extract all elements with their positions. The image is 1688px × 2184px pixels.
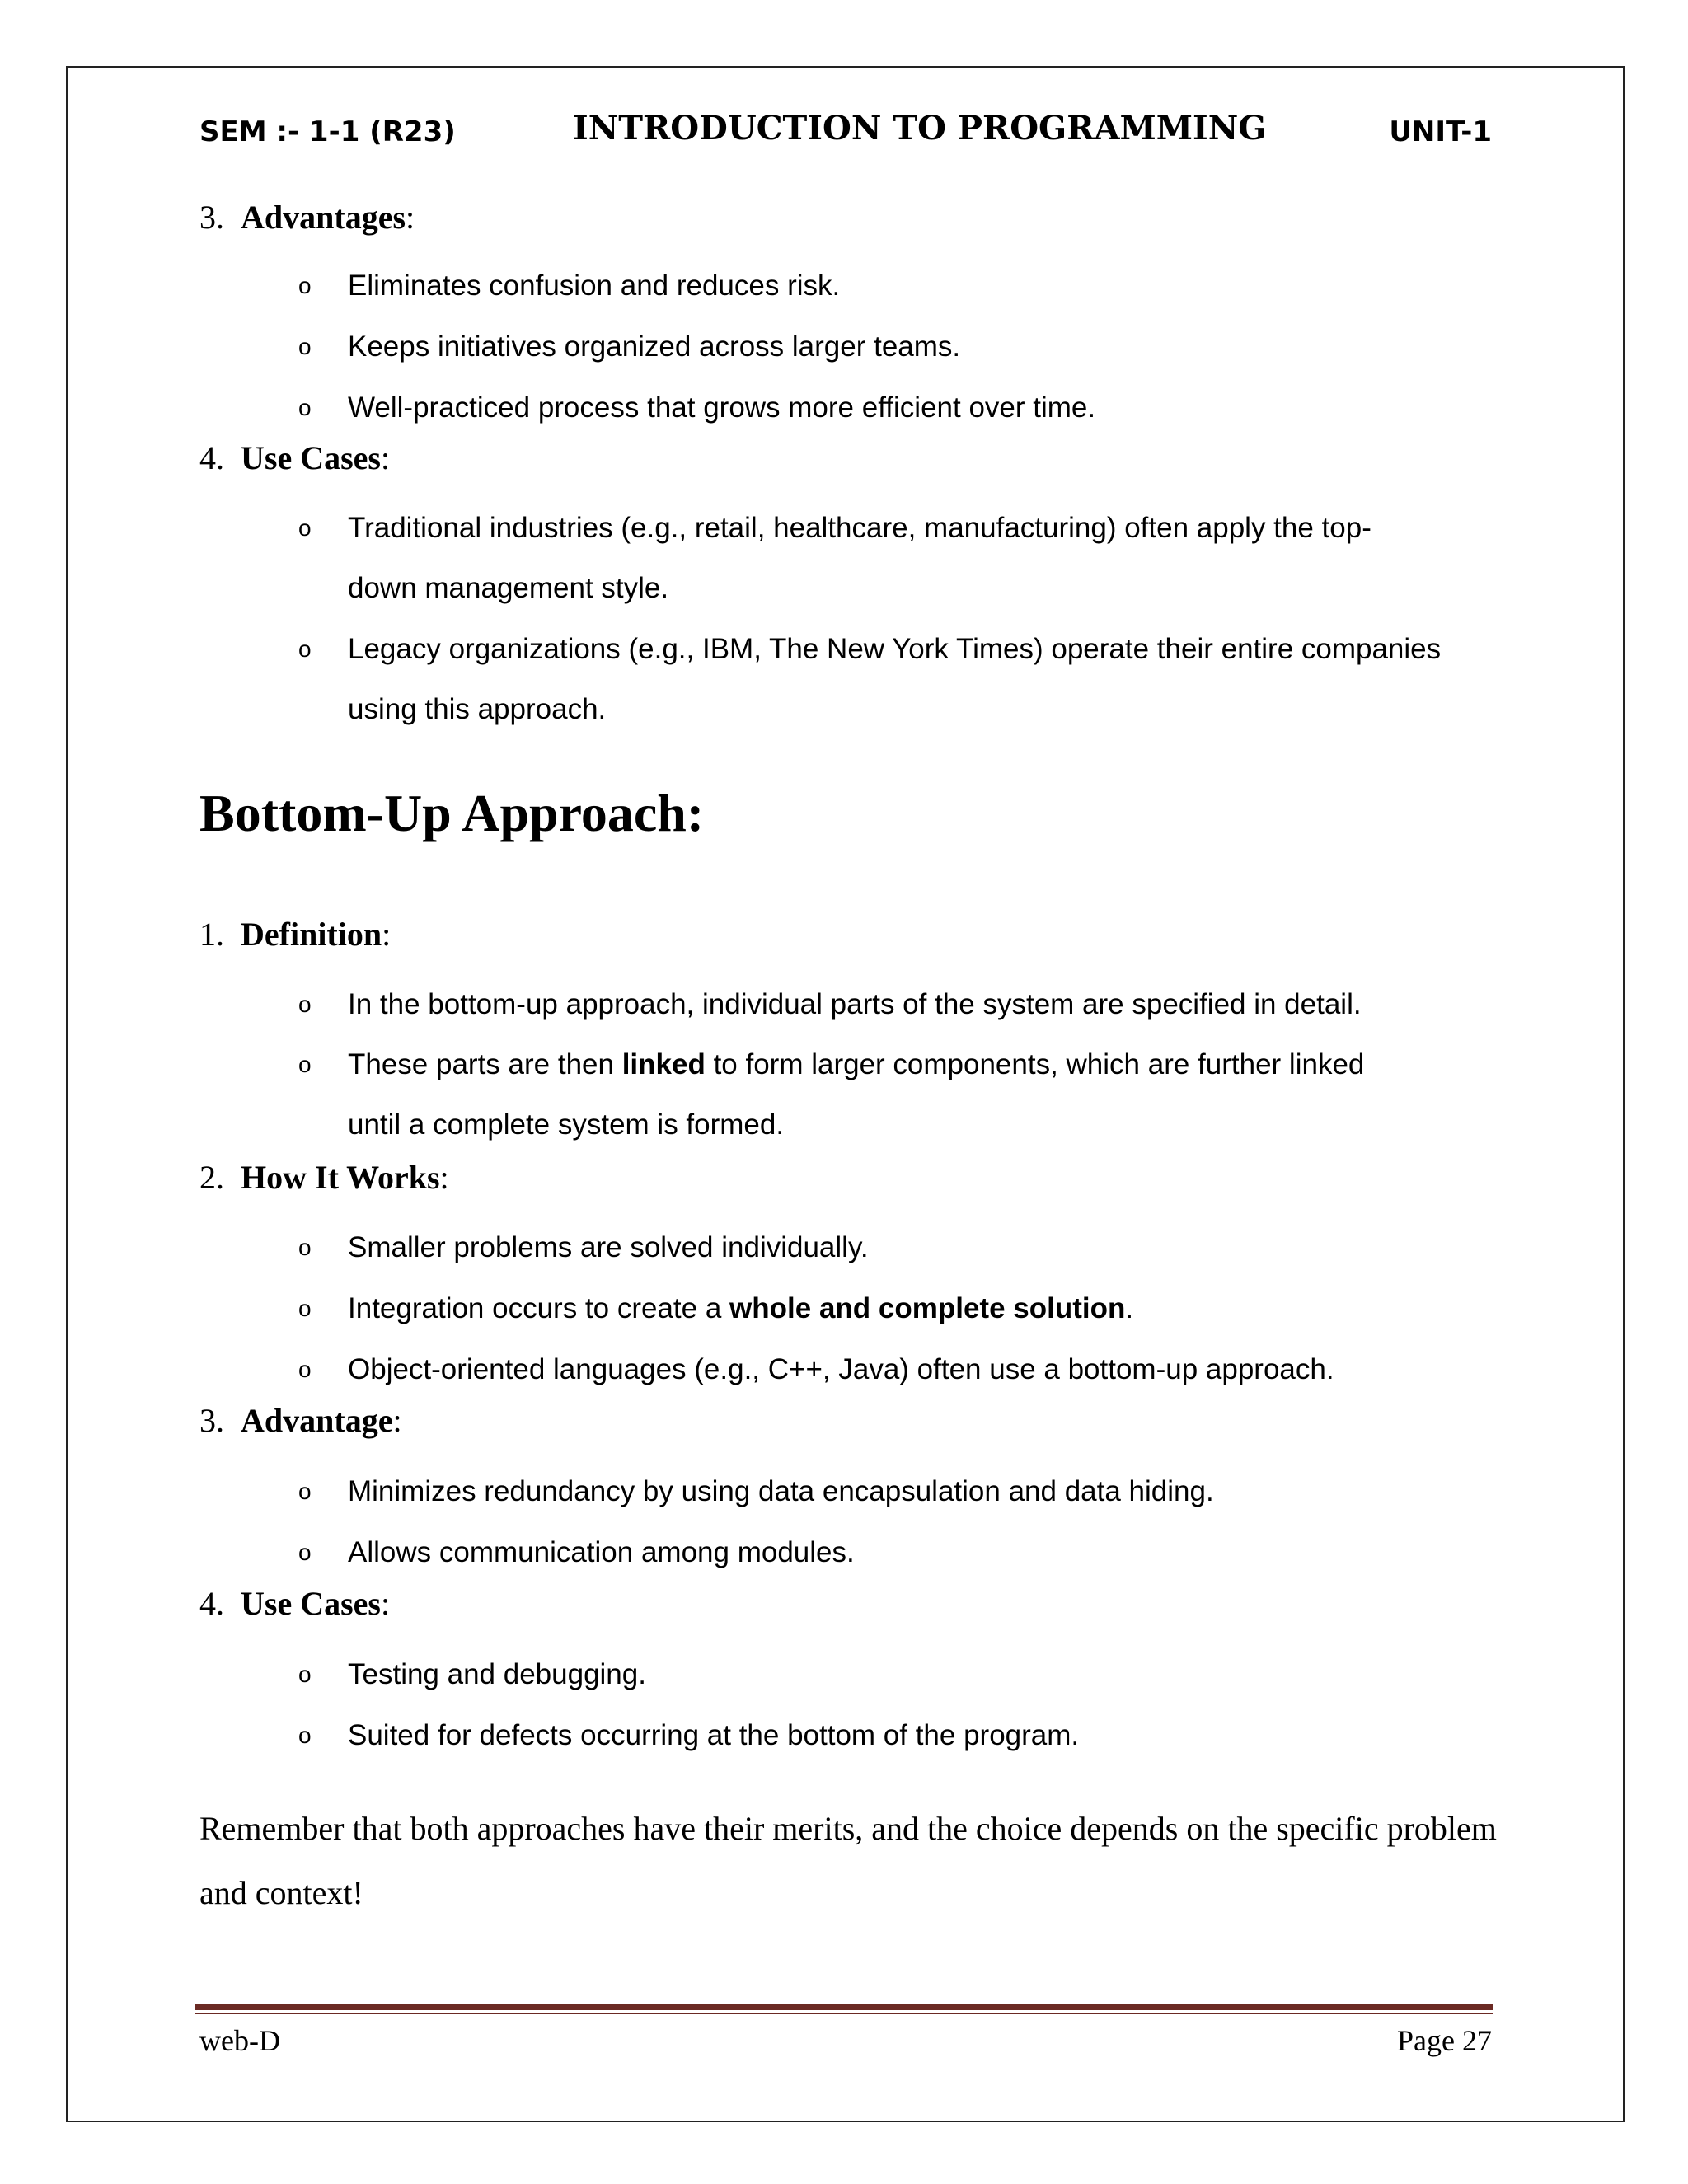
section-use-cases-bottomup: 4. Use Cases: — [199, 1585, 391, 1622]
header-unit: UNIT-1 — [1389, 115, 1492, 148]
footer-rule-thin — [195, 2013, 1493, 2014]
section-title: Advantage — [241, 1402, 393, 1439]
bullet-icon: o — [298, 1052, 312, 1077]
page-header — [199, 109, 1492, 150]
footer-label: web-D — [199, 2024, 280, 2057]
bullet-icon: o — [298, 636, 312, 662]
bullet-icon: o — [298, 1722, 312, 1748]
bullet-icon: o — [298, 991, 312, 1017]
page-number: Page 27 — [1397, 2024, 1492, 2057]
bullet-icon: o — [298, 1661, 312, 1687]
bullet-icon: o — [298, 395, 312, 420]
section-definition: 1. Definition: — [199, 916, 392, 953]
section-how-it-works: 2. How It Works: — [199, 1159, 449, 1196]
bullet-icon: o — [298, 1540, 312, 1565]
bullet-icon: o — [298, 1296, 312, 1321]
footer-rule — [195, 2004, 1493, 2010]
section-title: Use Cases — [241, 439, 381, 476]
bullet-icon: o — [298, 273, 312, 298]
bullet-icon: o — [298, 1479, 312, 1504]
header-title: INTRODUCTION TO PROGRAMMING — [573, 109, 1267, 148]
bullet-icon: o — [298, 515, 312, 541]
section-advantages-topdown: 3. Advantages: — [199, 199, 415, 236]
header-semester: SEM :- 1-1 (R23) — [199, 115, 456, 148]
section-title: Definition — [241, 916, 382, 953]
section-title: Advantages — [241, 199, 406, 236]
section-use-cases-topdown: 4. Use Cases: — [199, 439, 391, 476]
section-title: Use Cases — [241, 1585, 381, 1622]
bullet-icon: o — [298, 334, 312, 359]
heading-bottom-up: Bottom-Up Approach: — [199, 784, 705, 842]
section-advantage-bottomup: 3. Advantage: — [199, 1402, 402, 1439]
bullet-icon: o — [298, 1357, 312, 1382]
bullet-icon: o — [298, 1235, 312, 1260]
closing-paragraph: Remember that both approaches have their merits, and the choice depends on the specific problem and context! — [199, 1810, 1497, 1911]
section-title: How It Works — [241, 1159, 440, 1196]
